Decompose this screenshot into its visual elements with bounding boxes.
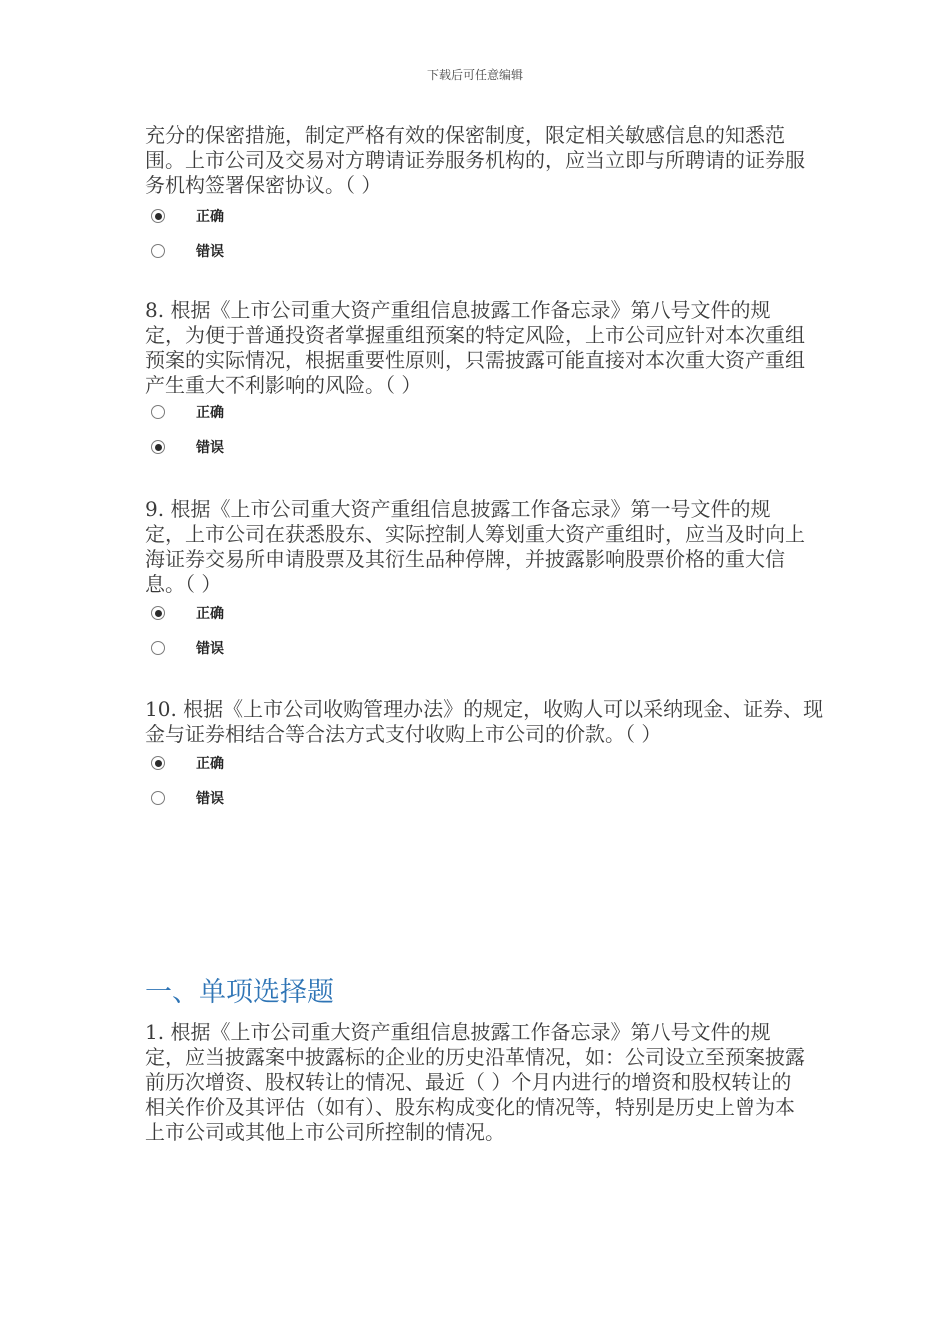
- radio-empty-icon[interactable]: [151, 405, 165, 419]
- question-block: [145, 123, 810, 263]
- question-text: 1. 根据《上市公司重大资产重组信息披露工作备忘录》第八号文件的规定，应当披露案中披露标的企业的历史沿革情况，如：公司设立至预案披露前历次增资、股权转让的情况、最近（ ）个月内进行的增资和股权转让的相关作价及其评估（如有）、股东构成变化的情况等，特别是历史上曾为本上市公司或其他上市公司所控制的情况。: [145, 1020, 805, 1144]
- question-text: 9. 根据《上市公司重大资产重组信息披露工作备忘录》第一号文件的规定，上市公司在获悉股东、实际控制人筹划重大资产重组时，应当及时向上海证券交易所申请股票及其衍生品种停牌，并披露影响股票价格的重大信息。（ ）: [145, 497, 805, 596]
- option-correct[interactable]: [151, 751, 825, 775]
- option-correct[interactable]: [151, 601, 810, 625]
- question-block: [145, 1020, 810, 1145]
- radio-dot: [155, 444, 162, 451]
- option-list: [145, 751, 825, 810]
- radio-empty-icon[interactable]: [151, 791, 165, 805]
- radio-selected-icon[interactable]: [151, 440, 165, 454]
- question-text: 10. 根据《上市公司收购管理办法》的规定，收购人可以采纳现金、证券、现金与证券相结合等合法方式支付收购上市公司的价款。（ ）: [145, 697, 824, 746]
- option-label: 错误: [196, 244, 224, 260]
- option-wrong[interactable]: [151, 786, 825, 810]
- option-label: 错误: [196, 791, 224, 807]
- question-text: 8. 根据《上市公司重大资产重组信息披露工作备忘录》第八号文件的规定，为便于普通投资者掌握重组预案的特定风险，上市公司应针对本次重组预案的实际情况，根据重要性原则，只需披露可能直接对本次重大资产重组产生重大不利影响的风险。（ ）: [145, 298, 805, 397]
- question-text: 充分的保密措施，制定严格有效的保密制度，限定相关敏感信息的知悉范围。上市公司及交易对方聘请证券服务机构的，应当立即与所聘请的证券服务机构签署保密协议。（ ）: [145, 123, 805, 197]
- question-block: [145, 298, 810, 459]
- header-note: 下载后可任意编辑: [426, 68, 523, 82]
- radio-dot: [155, 760, 162, 767]
- question-block: [145, 697, 825, 810]
- radio-dot: [155, 610, 162, 617]
- option-label: 错误: [196, 440, 224, 456]
- radio-dot: [155, 213, 162, 220]
- radio-empty-icon[interactable]: [151, 244, 165, 258]
- radio-empty-icon[interactable]: [151, 641, 165, 655]
- option-label: 正确: [196, 209, 224, 225]
- option-label: 正确: [196, 606, 224, 622]
- option-list: [145, 204, 810, 263]
- option-correct[interactable]: [151, 204, 810, 228]
- radio-selected-icon[interactable]: [151, 606, 165, 620]
- option-correct[interactable]: [151, 400, 810, 424]
- radio-selected-icon[interactable]: [151, 209, 165, 223]
- question-block: [145, 497, 810, 660]
- option-label: 正确: [196, 405, 224, 421]
- option-list: [145, 601, 810, 660]
- option-wrong[interactable]: [151, 435, 810, 459]
- option-label: 错误: [196, 641, 224, 657]
- section-title: 一、单项选择题: [145, 977, 334, 1008]
- radio-selected-icon[interactable]: [151, 756, 165, 770]
- option-label: 正确: [196, 756, 224, 772]
- option-wrong[interactable]: [151, 636, 810, 660]
- option-list: [145, 400, 810, 459]
- option-wrong[interactable]: [151, 239, 810, 263]
